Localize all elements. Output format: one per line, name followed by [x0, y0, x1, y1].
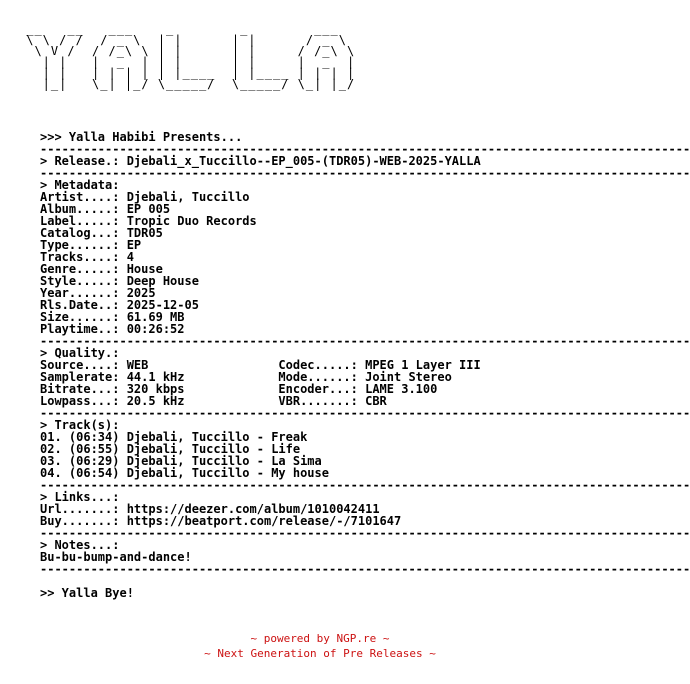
meta-type: Type......: EP	[40, 238, 142, 252]
track-item: 02. (06:55) Djebali, Tuccillo - Life	[40, 442, 301, 456]
release-line: > Release.: Djebali_x_Tuccillo--EP_005-(TDR05)-WEB-2025-YALLA	[40, 154, 481, 168]
divider: ------------------------------------------------------------------------------------------	[40, 562, 690, 576]
meta-tracks: Tracks....: 4	[40, 250, 134, 264]
meta-style: Style.....: Deep House	[40, 274, 199, 288]
quality-source-codec: Source....: WEB Codec.....: MPEG 1 Layer III	[40, 358, 481, 372]
nfo-line: >>> Yalla Habibi Presents...	[40, 130, 243, 144]
meta-size: Size......: 61.69 MB	[40, 310, 185, 324]
divider: ------------------------------------------------------------------------------------------	[40, 142, 690, 156]
link-buy[interactable]: Buy.......: https://beatport.com/release/-/7101647	[40, 514, 402, 528]
link-url[interactable]: Url.......: https://deezer.com/album/1010042411	[40, 502, 380, 516]
nfo-text	[40, 131, 690, 599]
meta-artist: Artist....: Djebali, Tuccillo	[40, 190, 250, 204]
quality-lowpass-vbr: Lowpass...: 20.5 kHz VBR.......: CBR	[40, 394, 387, 408]
divider: ------------------------------------------------------------------------------------------	[40, 406, 690, 420]
meta-album: Album.....: EP 005	[40, 202, 171, 216]
meta-rls-date: Rls.Date..: 2025-12-05	[40, 298, 199, 312]
track-item: 01. (06:34) Djebali, Tuccillo - Freak	[40, 430, 308, 444]
quality-heading: > Quality.:	[40, 346, 120, 360]
meta-playtime: Playtime..: 00:26:52	[40, 322, 185, 336]
yalla-ascii-logo: __ __ ___ _ _ ___ \ \ / / / _ \ | | | | / _ \ \ V / / /_\ \ | | | | / /_\ \ | | | _ | | | | | | _ | | | | | | | | |____ | |____ | | | | |_| \_| |_/ \_____/ \_____/ \_| |_/	[26, 22, 356, 91]
quality-bitrate-encoder: Bitrate...: 320 kbps Encoder...: LAME 3.100	[40, 382, 438, 396]
divider: ------------------------------------------------------------------------------------------	[40, 166, 690, 180]
meta-catalog: Catalog...: TDR05	[40, 226, 163, 240]
notes-heading: > Notes...:	[40, 538, 120, 552]
links-heading: > Links...:	[40, 490, 120, 504]
divider: ------------------------------------------------------------------------------------------	[40, 334, 690, 348]
closing-line: >> Yalla Bye!	[40, 586, 134, 600]
divider: ------------------------------------------------------------------------------------------	[40, 526, 690, 540]
blank-line	[40, 575, 690, 587]
meta-genre: Genre.....: House	[40, 262, 163, 276]
track-item: 03. (06:29) Djebali, Tuccillo - La Sima	[40, 454, 322, 468]
tracks-heading: > Track(s):	[40, 418, 120, 432]
meta-year: Year......: 2025	[40, 286, 156, 300]
notes-text: Bu-bu-bump-and-dance!	[40, 550, 192, 564]
footer-tagline: ~ Next Generation of Pre Releases ~	[204, 647, 436, 660]
quality-samplerate-mode: Samplerate: 44.1 kHz Mode......: Joint Stereo	[40, 370, 452, 384]
divider: ------------------------------------------------------------------------------------------	[40, 478, 690, 492]
metadata-heading: > Metadata:	[40, 178, 120, 192]
powered-by-link[interactable]: ~ powered by NGP.re ~	[250, 632, 390, 645]
track-item: 04. (06:54) Djebali, Tuccillo - My house	[40, 466, 329, 480]
meta-label: Label.....: Tropic Duo Records	[40, 214, 257, 228]
